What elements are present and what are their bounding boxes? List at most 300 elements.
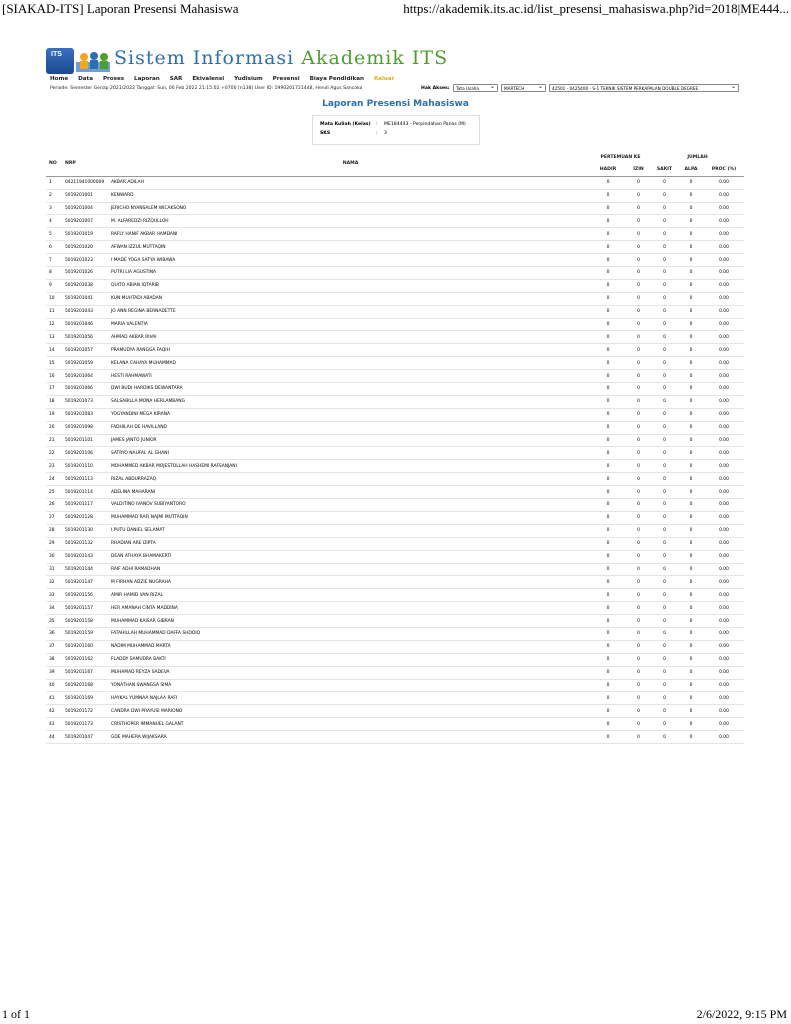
cell-alpa: 0 [689,721,693,727]
cell-nrp: 5019201117 [65,502,93,508]
cell-sakit: 0 [663,682,666,688]
table-row [46,602,744,615]
cell-hadir: 0 [606,541,610,547]
cell-nrp: 5019201172 [65,708,93,714]
menu-sar[interactable]: SAR [169,76,183,82]
cell-alpa: 0 [689,193,693,199]
cell-no: 32 [49,579,55,585]
cell-no: 30 [49,554,55,560]
cell-sakit: 0 [663,257,666,263]
cell-no: 19 [49,412,55,418]
cell-nama: CANDRA DWI PRAYUSI MARIONO [111,708,183,714]
cell-hadir: 0 [606,206,610,211]
cell-alpa: 0 [689,657,693,663]
cell-nama: HESTI RAHMAWATI [111,373,152,379]
cell-hadir: 0 [606,347,610,353]
table-row [46,640,744,653]
table-row [46,215,744,228]
cell-nama: FATAHILLAH MUHAMMAD DAFFA SHODIQ [111,631,201,637]
cell-nama: I MADE YOGA SATYA WIBAWA [111,257,176,263]
sks-value: 3 [384,131,387,136]
cell-hadir: 0 [606,360,610,366]
cell-hadir: 0 [606,283,610,289]
cell-alpa: 0 [689,695,693,701]
cell-hadir: 0 [606,734,610,740]
cell-nama: RHADIAN ARE DIPTA [111,541,156,547]
cell-sakit: 0 [663,244,666,250]
cell-no: 8 [49,270,52,276]
cell-nrp: 5019201110 [65,463,93,469]
cell-no: 31 [49,566,55,572]
cell-proc: 0.00 [719,360,729,366]
cell-hadir: 0 [606,438,610,444]
cell-nama: AHMAD AKBAR RIVAI [111,334,157,340]
cell-sakit: 0 [663,592,666,598]
cell-alpa: 0 [689,566,693,572]
cell-nama: NADIM MUHAMMAD MARTA [111,644,171,650]
cell-proc: 0.00 [719,631,729,637]
cell-izin: 0 [637,592,640,598]
menu-yudisium[interactable]: Yudisium [234,76,263,82]
cell-nama: MUHAMMAD RAFI NAJMI MUTTAQIN [111,515,188,521]
cell-alpa: 0 [689,515,693,521]
cell-sakit: 0 [663,322,666,328]
cell-sakit: 0 [663,708,666,714]
cell-sakit: 0 [663,296,666,302]
table-row [46,202,744,215]
cell-alpa: 0 [689,206,693,211]
cell-izin: 0 [637,231,640,237]
table-row [46,615,744,628]
menu-laporan[interactable]: Laporan [134,76,160,82]
cell-nrp: 5019201004 [65,206,93,211]
cell-hadir: 0 [606,180,610,186]
cell-no: 17 [49,386,55,392]
cell-no: 1 [49,180,52,186]
cell-izin: 0 [637,309,640,315]
cell-nrp: 5019201019 [65,231,93,237]
cell-izin: 0 [637,554,640,560]
cell-sakit: 0 [663,618,666,624]
cell-izin: 0 [637,193,640,199]
cell-proc: 0.00 [719,334,729,340]
table-row [46,563,744,576]
cell-sakit: 0 [663,193,666,199]
cell-alpa: 0 [689,322,693,328]
cell-sakit: 0 [663,489,666,495]
cell-izin: 0 [637,244,640,250]
table-row [46,395,744,408]
table-row [46,486,744,499]
cell-nrp: 5019201169 [65,695,93,701]
cell-izin: 0 [637,296,640,302]
cell-izin: 0 [637,257,640,263]
cell-hadir: 0 [606,528,610,534]
cell-no: 16 [49,373,55,379]
cell-nrp: 5019201057 [65,347,93,353]
cell-hadir: 0 [606,244,610,250]
campus-select[interactable]: MARTECH ⌄ [501,84,546,92]
cell-proc: 0.00 [719,515,729,521]
role-select[interactable]: Tata Usaha ⌄ [453,84,498,92]
page-count: 1 of 1 [2,1007,30,1021]
cell-no: 7 [49,257,52,263]
cell-izin: 0 [637,579,640,585]
cell-nama: RIZAL ABDURRAZAQ [111,476,157,482]
cell-hadir: 0 [606,309,610,315]
cell-nama: I PUTU DANIEL SELAMAT [111,528,165,534]
table-row [46,653,744,666]
cell-nrp: 5019201043 [65,309,93,315]
cell-sakit: 0 [663,657,666,663]
header-izin: IZIN [633,167,644,173]
cell-sakit: 0 [663,412,666,418]
cell-alpa: 0 [689,670,693,676]
cell-alpa: 0 [689,244,693,250]
cell-nama: PUTRI LIA AGUSTINA [111,270,157,276]
cell-proc: 0.00 [719,463,729,469]
cell-izin: 0 [637,541,640,547]
cell-no: 20 [49,425,55,431]
cell-alpa: 0 [689,528,693,534]
cell-proc: 0.00 [719,257,729,263]
table-row [46,731,744,744]
table-row [46,666,744,679]
cell-sakit: 0 [663,425,666,431]
cell-proc: 0.00 [719,231,729,237]
cell-nama: HER AMANAH CINTA MADDINA [111,605,178,611]
cell-nama: YONATHAN SWANGSA SIMA [111,682,172,688]
cell-izin: 0 [637,463,640,469]
print-datetime: 2/6/2022, 9:15 PM [696,1007,787,1021]
cell-sakit: 0 [663,476,666,482]
cell-no: 34 [49,605,55,611]
header-no: NO [49,161,57,167]
cell-hadir: 0 [606,592,610,598]
cell-no: 6 [49,244,52,250]
table-row [46,537,744,550]
header-proc: PROC (%) [711,167,737,173]
cell-nama: SATRYO NAUFAL AL GHANI [111,450,169,456]
cell-izin: 0 [637,476,640,482]
cell-alpa: 0 [689,283,693,289]
cell-hadir: 0 [606,425,610,431]
cell-hadir: 0 [606,334,610,340]
table-row [46,408,744,421]
cell-nrp: 5019201066 [65,386,93,392]
cell-alpa: 0 [689,541,693,547]
cell-hadir: 0 [606,721,610,727]
table-row [46,705,744,718]
cell-sakit: 0 [663,334,666,340]
cell-nrp: 5019201023 [65,257,93,263]
cell-alpa: 0 [689,592,693,598]
cell-nrp: 5019201160 [65,644,93,650]
cell-nrp: 5019201113 [65,476,93,482]
cell-proc: 0.00 [719,206,729,211]
cell-nrp: 5019201173 [65,721,93,727]
cell-nama: M FIRHAN ADZIE NUGRAHA [111,579,171,585]
table-row [46,344,744,357]
cell-sakit: 0 [663,386,666,392]
cell-hadir: 0 [606,657,610,663]
cell-proc: 0.00 [719,541,729,547]
cell-no: 44 [49,734,55,740]
cell-sakit: 0 [663,631,666,637]
page-title: Laporan Presensi Mahasiswa [322,99,469,109]
cell-hadir: 0 [606,231,610,237]
unit-select[interactable]: 42501 - 0425400 - S-1 TEKNIK SISTEM PERKAPALAN DOUBLE DEGREE ⌄ [549,84,739,92]
cell-sakit: 0 [663,399,666,405]
cell-izin: 0 [637,347,640,353]
cell-alpa: 0 [689,579,693,585]
browser-url: https://akademik.its.ac.id/list_presensi_mahasiswa.php?id=2018|ME444... [403,1,789,16]
its-logo-icon: ITS [46,48,74,74]
cell-alpa: 0 [689,463,693,469]
cell-no: 41 [49,695,55,701]
cell-proc: 0.00 [719,296,729,302]
cell-hadir: 0 [606,554,610,560]
cell-proc: 0.00 [719,618,729,624]
print-header [0,0,791,18]
table-row [46,473,744,486]
cell-alpa: 0 [689,257,693,263]
cell-proc: 0.00 [719,180,729,186]
cell-nama: AFWAN IZZUL MUTTAQIN [111,244,166,250]
cell-alpa: 0 [689,644,693,650]
cell-izin: 0 [637,438,640,444]
cell-izin: 0 [637,489,640,495]
cell-proc: 0.00 [719,502,729,508]
table-row [46,511,744,524]
cell-nrp: 5019201047 [65,734,93,740]
cell-proc: 0.00 [719,450,729,456]
cell-alpa: 0 [689,554,693,560]
cell-alpa: 0 [689,347,693,353]
cell-nama: AMIR HAMID VAN RIZAL [111,592,163,598]
cell-nama: PRAMUDYA RANGGA FAQIH [111,347,170,353]
cell-nrp: 5019201106 [65,450,93,456]
cell-hadir: 0 [606,193,610,199]
cell-hadir: 0 [606,605,610,611]
cell-no: 11 [49,309,55,315]
table-row [46,421,744,434]
cell-proc: 0.00 [719,721,729,727]
cell-no: 37 [49,644,55,650]
cell-proc: 0.00 [719,605,729,611]
cell-izin: 0 [637,334,640,340]
table-row [46,357,744,370]
cell-izin: 0 [637,670,640,676]
cell-proc: 0.00 [719,644,729,650]
cell-sakit: 0 [663,670,666,676]
cell-proc: 0.00 [719,476,729,482]
cell-alpa: 0 [689,231,693,237]
cell-proc: 0.00 [719,373,729,379]
cell-izin: 0 [637,605,640,611]
cell-hadir: 0 [606,463,610,469]
cell-nama: JAMES JANTO JUNIOR [111,438,157,444]
cell-sakit: 0 [663,644,666,650]
cell-hadir: 0 [606,412,610,418]
cell-nrp: 5019201157 [65,605,93,611]
menu-proses[interactable]: Proses [102,76,125,82]
header-nrp: NRP [65,161,76,167]
people-icon [76,50,110,72]
cell-nama: DWI BUDI HARDIKS DEWANTARA [111,386,183,392]
cell-no: 14 [49,347,55,353]
cell-no: 33 [49,592,55,598]
cell-proc: 0.00 [719,399,729,405]
cell-no: 13 [49,334,55,340]
table-row [46,331,744,344]
cell-no: 36 [49,631,55,637]
menu-presensi[interactable]: Presensi [272,76,300,82]
print-footer [0,1006,791,1024]
header-jumlah: JUMLAH [687,155,708,161]
cell-nrp: 5019201007 [65,218,93,224]
cell-hadir: 0 [606,708,610,714]
cell-alpa: 0 [689,334,693,340]
cell-proc: 0.00 [719,244,729,250]
cell-hadir: 0 [606,373,610,379]
cell-hadir: 0 [606,670,610,676]
cell-izin: 0 [637,206,640,211]
cell-hadir: 0 [606,682,610,688]
cell-sakit: 0 [663,528,666,534]
cell-alpa: 0 [689,476,693,482]
cell-alpa: 0 [689,218,693,224]
table-row [46,460,744,473]
sks-label: SKS [320,131,331,136]
cell-no: 24 [49,476,55,482]
table-row [46,383,744,396]
cell-nrp: 5019201098 [65,425,93,431]
attendance-rows [46,176,744,743]
cell-no: 15 [49,360,55,366]
cell-alpa: 0 [689,360,693,366]
cell-alpa: 0 [689,180,693,186]
cell-nama: MUHAMAD REYZA SADEVA [111,670,170,676]
cell-nrp: 5019201114 [65,489,93,495]
cell-alpa: 0 [689,412,693,418]
cell-izin: 0 [637,270,640,276]
header-alpa: ALPA [684,167,698,173]
cell-sakit: 0 [663,541,666,547]
cell-sakit: 0 [663,270,666,276]
table-row [46,499,744,512]
cell-proc: 0.00 [719,193,729,199]
table-row [46,627,744,640]
cell-no: 21 [49,438,55,444]
cell-sakit: 0 [663,373,666,379]
site-logo[interactable] [46,46,449,74]
cell-hadir: 0 [606,296,610,302]
cell-nrp: 5019201083 [65,412,93,418]
logout-link[interactable]: Keluar [373,76,395,82]
cell-proc: 0.00 [719,386,729,392]
cell-alpa: 0 [689,309,693,315]
cell-izin: 0 [637,412,640,418]
menu-home[interactable]: Home [50,76,69,82]
cell-no: 38 [49,657,55,663]
cell-alpa: 0 [689,618,693,624]
cell-hadir: 0 [606,386,610,392]
cell-hadir: 0 [606,399,610,405]
cell-izin: 0 [637,283,640,289]
cell-sakit: 0 [663,180,666,186]
cell-nama: M. ALFAREDZI RIZQULLOH [111,218,169,224]
header-nama: NAMA [342,161,359,167]
cell-nrp: 5019201156 [65,592,93,598]
table-row [46,305,744,318]
cell-hadir: 0 [606,631,610,637]
cell-hadir: 0 [606,515,610,521]
cell-nrp: 5019201064 [65,373,93,379]
cell-nrp: 5019201144 [65,566,93,572]
table-row [46,524,744,537]
cell-no: 26 [49,502,55,508]
menu-ekivalensi[interactable]: Ekivalensi [192,76,225,82]
course-label: Mata Kuliah (Kelas) [320,122,371,127]
cell-izin: 0 [637,502,640,508]
cell-alpa: 0 [689,631,693,637]
cell-no: 5 [49,231,52,237]
cell-nrp: 5019201162 [65,657,93,663]
cell-sakit: 0 [663,463,666,469]
cell-nama: RAIF ADHI RAMADHAN [111,566,161,572]
cell-izin: 0 [637,322,640,328]
cell-hadir: 0 [606,579,610,585]
cell-no: 12 [49,322,55,328]
cell-nama: RAFLY HANIF AKBAR HAMDANI [111,231,178,237]
cell-alpa: 0 [689,270,693,276]
cell-hadir: 0 [606,502,610,508]
cell-nama: FADHILAH DE HAVILLAND [111,425,167,431]
cell-nrp: 5019201158 [65,618,93,624]
cell-nama: HAYKAL YUMNAA NAJLAA RAFI [111,695,178,701]
cell-sakit: 0 [663,438,666,444]
menu-data[interactable]: Data [78,76,93,82]
cell-proc: 0.00 [719,708,729,714]
cell-alpa: 0 [689,386,693,392]
cell-izin: 0 [637,360,640,366]
cell-hadir: 0 [606,618,610,624]
cell-nrp: 5019201038 [65,283,93,289]
cell-sakit: 0 [663,695,666,701]
browser-page-title: [SIAKAD-ITS] Laporan Presensi Mahasiswa [2,1,239,16]
cell-no: 9 [49,283,52,289]
cell-alpa: 0 [689,502,693,508]
cell-proc: 0.00 [719,682,729,688]
table-row [46,679,744,692]
cell-izin: 0 [637,644,640,650]
cell-alpa: 0 [689,489,693,495]
cell-proc: 0.00 [719,695,729,701]
cell-izin: 0 [637,180,640,186]
cell-nama: YOGYANDINI MEGA KIRANA [111,412,171,418]
table-row [46,576,744,589]
cell-izin: 0 [637,386,640,392]
table-row [46,318,744,331]
menu-biaya-pendidikan[interactable]: Biaya Pendidikan [309,76,364,82]
cell-sakit: 0 [663,309,666,315]
cell-hadir: 0 [606,566,610,572]
site-title-part1: Sistem Informasi [114,47,295,69]
cell-alpa: 0 [689,296,693,302]
cell-sakit: 0 [663,554,666,560]
cell-sakit: 0 [663,206,666,211]
